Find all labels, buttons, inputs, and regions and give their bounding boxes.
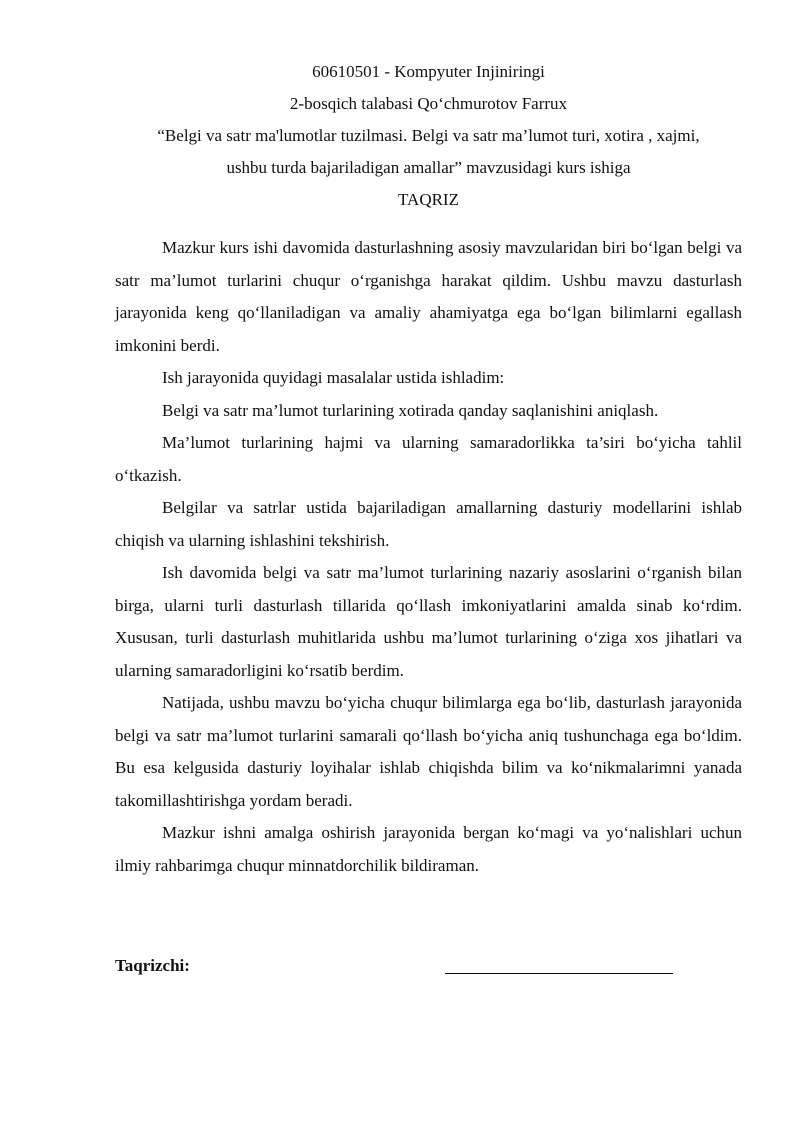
paragraph: Belgi va satr ma’lumot turlarining xotirada qanday saqlanishini aniqlash.: [162, 400, 659, 420]
signature-block: [115, 950, 742, 982]
document-header: [115, 56, 742, 216]
paragraph: Natijada, ushbu mavzu bo‘yicha chuqur bilimlarga ega bo‘lib, dasturlash jarayonida belgi va satr ma’lumot turlarini samarali qo‘llash bo‘yicha aniq tushunchaga ega bo‘ldim. Bu esa kelgusida dasturiy loyihalar ishlab chiqishda bilim va ko‘nikmalarimni yanada takomillashtirishga yordam beradi.: [115, 693, 742, 810]
reviewer-label: Taqrizchi:: [115, 956, 190, 975]
paragraph: Ish davomida belgi va satr ma’lumot turlarining nazariy asoslarini o‘rganish bilan birga, ularni turli dasturlash tillarida qo‘llash imkoniyatlarini amalda sinab ko‘rdim. Xususan, turli dasturlash muhitlarida ushbu ma’lumot turlarining o‘ziga xos jihatlari va ularning samaradorligini ko‘rsatib berdim.: [115, 563, 742, 680]
signature-line: [445, 954, 673, 974]
paragraph: Mazkur kurs ishi davomida dasturlashning asosiy mavzularidan biri bo‘lgan belgi va satr ma’lumot turlarini chuqur o‘rganishga harakat qildim. Ushbu mavzu dasturlash jarayonida keng qo‘llaniladigan va amaliy ahamiyatga ega bo‘lgan bilimlarni egallash imkonini berdi.: [115, 238, 742, 355]
paragraph: Ma’lumot turlarining hajmi va ularning samaradorlikka ta’siri bo‘yicha tahlil o‘tkazish.: [115, 433, 742, 485]
paragraph: Belgilar va satrlar ustida bajariladigan amallarning dasturiy modellarini ishlab chiqish va ularning ishlashini tekshirish.: [115, 498, 742, 550]
document-body: [115, 232, 742, 882]
program-code-line: 60610501 - Kompyuter Injiniringi: [312, 62, 545, 81]
student-line: 2-bosqich talabasi Qo‘chmurotov Farrux: [289, 94, 568, 113]
paragraph: Mazkur ishni amalga oshirish jarayonida bergan ko‘magi va yo‘nalishlari uchun ilmiy rahbarimga chuqur minnatdorchilik bildiraman.: [115, 823, 742, 875]
paragraph: Ish jarayonida quyidagi masalalar ustida ishladim:: [162, 368, 505, 387]
topic-line-2: ushbu turda bajariladigan amallar” mavzusidagi kurs ishiga: [226, 158, 631, 177]
topic-line-1: “Belgi va satr ma'lumotlar tuzilmasi. Belgi va satr ma’lumot turi, xotira , xajmi,: [157, 126, 700, 145]
document-title: TAQRIZ: [398, 190, 459, 209]
